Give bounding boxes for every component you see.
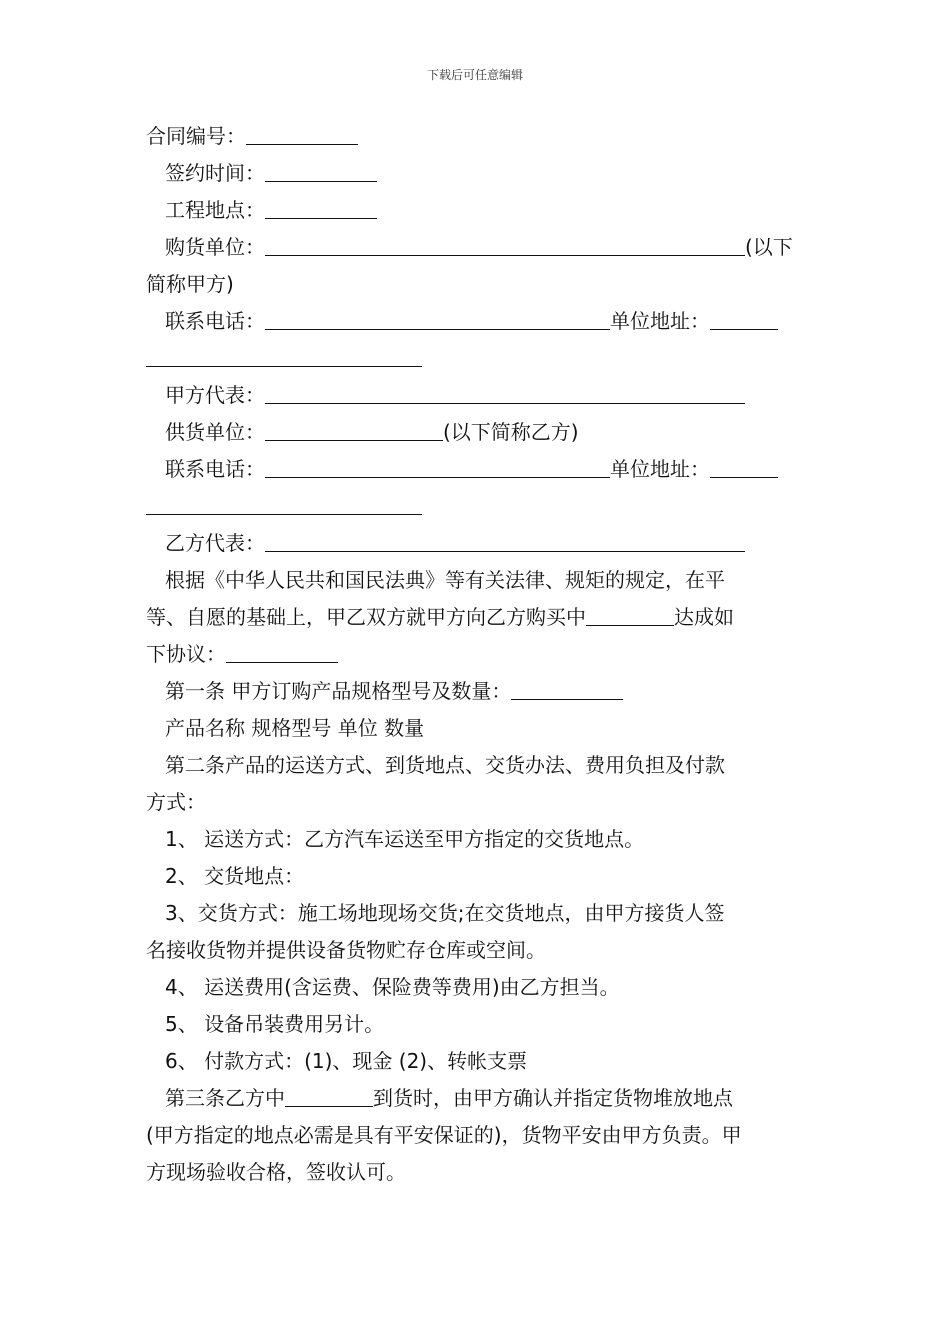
contract-body [146, 118, 808, 1191]
article-3-line-3: 方现场验收合格，签收认可。 [146, 1160, 406, 1184]
intro-line-2 [146, 599, 808, 636]
party-b-rep-line [146, 525, 808, 562]
buyer-phone-label: 联系电话： [165, 309, 265, 333]
party-a-rep-blank [265, 380, 745, 404]
buyer-blank [265, 232, 745, 256]
intro-line-3 [146, 636, 808, 673]
buyer-suffix: (以下 [745, 235, 793, 259]
supplier-line [146, 414, 808, 451]
intro-product-blank [586, 602, 674, 626]
buyer-label: 购货单位： [165, 235, 265, 259]
party-a-rep-line [146, 377, 808, 414]
item-2-line: 2、 交货地点： [165, 864, 305, 888]
party-b-rep-label: 乙方代表： [165, 531, 265, 555]
supplier-phone-line [146, 451, 808, 488]
supplier-address-label: 单位地址： [610, 457, 710, 481]
contract-number-blank [246, 121, 358, 145]
article-1-blank [511, 676, 623, 700]
buyer-phone-line [146, 303, 808, 340]
site-line [146, 192, 808, 229]
article-2-line-2: 方式： [146, 790, 206, 814]
buyer-suffix-line [146, 266, 808, 303]
item-4-line: 4、 运送费用(含运费、保险费等费用)由乙方担当。 [165, 975, 620, 999]
page-header-note: 下载后可任意编辑 [426, 68, 523, 82]
intro-line-2a: 等、自愿的基础上，甲乙双方就甲方向乙方购买中 [146, 605, 586, 629]
intro-line-2b: 达成如 [674, 605, 734, 629]
article-2-line-1: 第二条产品的运送方式、到货地点、交货办法、费用负担及付款 [165, 753, 725, 777]
article-3-line-1a: 第三条乙方中 [165, 1086, 285, 1110]
sign-time-line [146, 155, 808, 192]
article-3-line-1 [146, 1080, 808, 1117]
article-3-line-2: (甲方指定的地点必需是具有平安保证的)，货物平安由甲方负责。甲 [146, 1123, 742, 1147]
buyer-address-cont-line [146, 340, 808, 377]
supplier-suffix: (以下简称乙方) [443, 420, 579, 444]
article-3-blank [285, 1083, 373, 1107]
supplier-phone-blank [265, 454, 610, 478]
sign-time-label: 签约时间： [165, 161, 265, 185]
buyer-suffix2: 简称甲方) [146, 272, 234, 296]
buyer-address-blank [710, 306, 778, 330]
intro-line-1: 根据《中华人民共和国民法典》等有关法律、规矩的规定，在平 [165, 568, 725, 592]
buyer-phone-blank [265, 306, 610, 330]
supplier-address-cont-line [146, 488, 808, 525]
buyer-address-label: 单位地址： [610, 309, 710, 333]
article-3-line-1b: 到货时，由甲方确认并指定货物堆放地点 [373, 1086, 733, 1110]
sign-time-blank [265, 158, 377, 182]
contract-number-label: 合同编号： [146, 124, 246, 148]
supplier-address-blank [710, 454, 778, 478]
buyer-address-blank-cont [146, 343, 422, 367]
supplier-address-blank-cont [146, 491, 422, 515]
item-3-line-2: 名接收货物并提供设备货物贮存仓库或空间。 [146, 938, 546, 962]
supplier-phone-label: 联系电话： [165, 457, 265, 481]
site-blank [265, 195, 377, 219]
party-b-rep-blank [265, 528, 745, 552]
item-5-line: 5、 设备吊装费用另计。 [165, 1012, 385, 1036]
buyer-line [146, 229, 808, 266]
intro-line-3-text: 下协议： [146, 642, 226, 666]
item-1-line: 1、 运送方式：乙方汽车运送至甲方指定的交货地点。 [165, 827, 645, 851]
site-label: 工程地点： [165, 198, 265, 222]
product-columns-line: 产品名称 规格型号 单位 数量 [165, 716, 425, 740]
item-3-line-1: 3、交货方式：施工场地现场交货;在交货地点，由甲方接货人签 [165, 901, 725, 925]
contract-number-line [146, 118, 808, 155]
party-a-rep-label: 甲方代表： [165, 383, 265, 407]
article-1-text: 第一条 甲方订购产品规格型号及数量： [165, 679, 512, 703]
article-1-line [146, 673, 808, 710]
supplier-label: 供货单位： [165, 420, 265, 444]
item-6-line: 6、 付款方式：(1)、现金 (2)、转帐支票 [165, 1049, 528, 1073]
supplier-blank [265, 417, 443, 441]
intro-agreement-blank [226, 639, 338, 663]
